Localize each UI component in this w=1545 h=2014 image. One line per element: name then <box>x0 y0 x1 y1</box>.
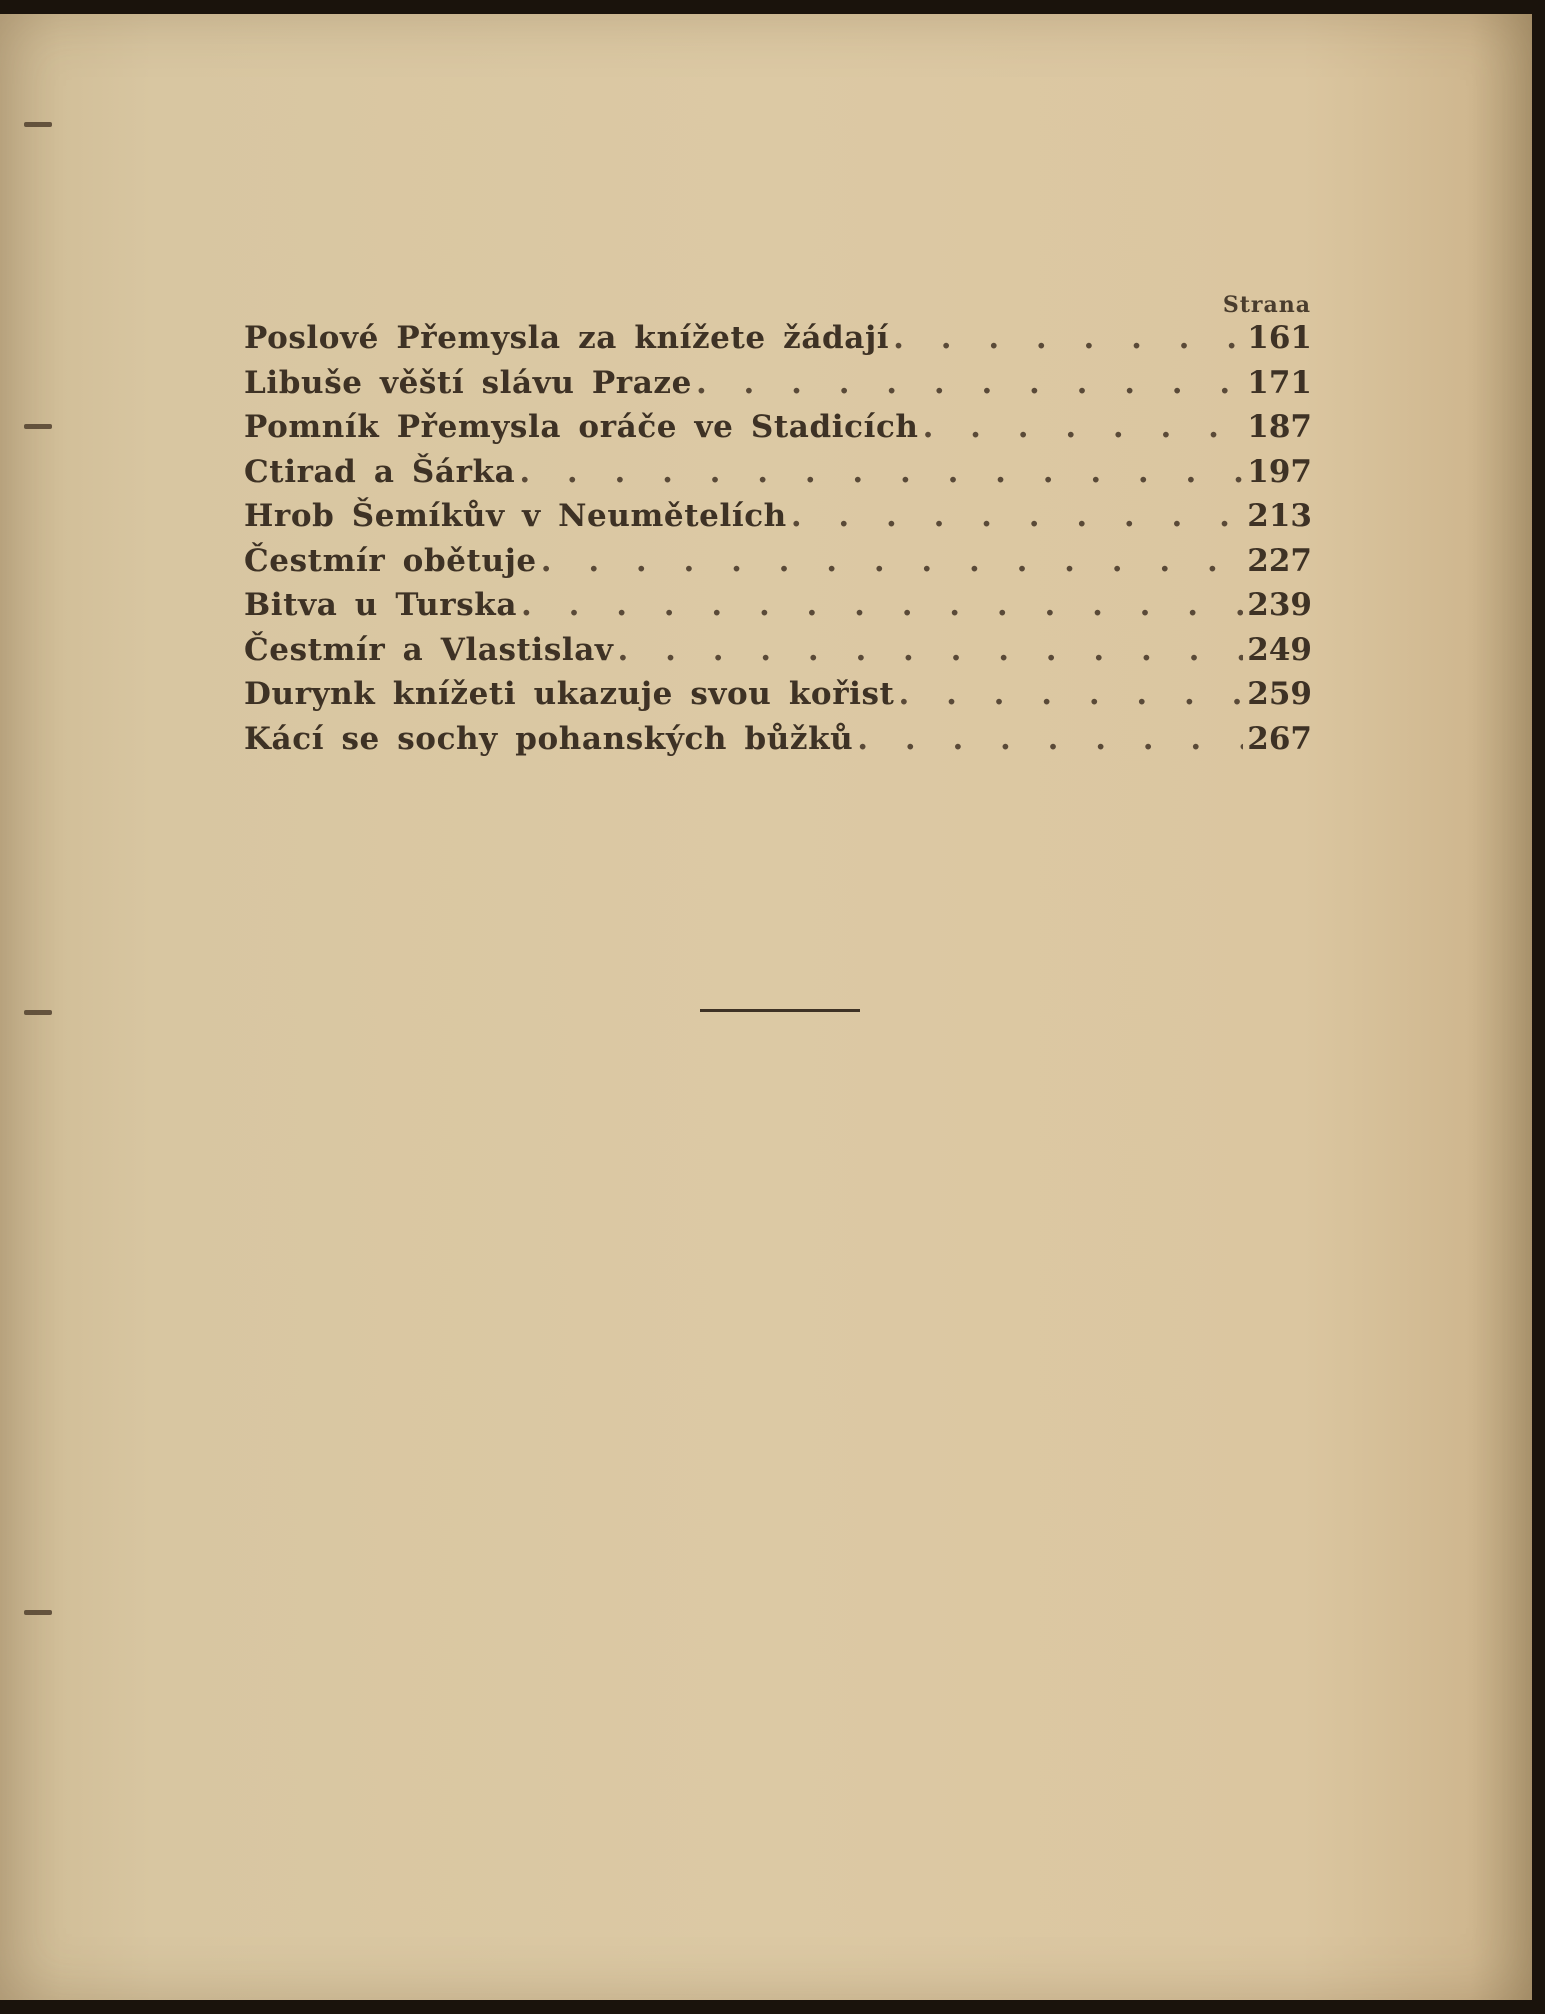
dot-leader <box>519 454 1243 490</box>
toc-entry-title: Čestmír a Vlastislav <box>244 631 614 668</box>
dot-leader <box>791 498 1243 534</box>
toc-entry-page: 259 <box>1247 676 1312 712</box>
toc-entry-title: Kácí se sochy pohanských bůžků <box>244 720 854 757</box>
toc-entry <box>244 320 1312 365</box>
toc-entry-page: 171 <box>1247 364 1312 401</box>
toc-entry-page: 197 <box>1247 453 1312 490</box>
dot-leader <box>696 365 1243 401</box>
dot-leader <box>898 676 1243 712</box>
table-of-contents <box>244 320 1312 765</box>
binding-mark <box>24 424 52 429</box>
section-divider <box>700 1009 860 1012</box>
toc-entry <box>244 498 1312 543</box>
toc-entry-page: 213 <box>1247 498 1312 534</box>
toc-entry <box>244 632 1312 677</box>
toc-entry-title: Libuše věští slávu Praze <box>244 364 692 401</box>
toc-entry-title: Čestmír obětuje <box>244 542 537 579</box>
toc-entry-page: 267 <box>1247 720 1312 757</box>
book-page <box>0 14 1532 2000</box>
toc-entry-title: Ctirad a Šárka <box>244 453 516 490</box>
toc-entry-title: Pomník Přemysla oráče ve Stadicích <box>244 409 919 445</box>
dot-leader <box>618 632 1244 668</box>
toc-entry <box>244 543 1312 588</box>
dot-leader <box>923 409 1244 445</box>
binding-mark <box>24 1610 52 1615</box>
toc-entry-title: Poslové Přemysla za knížete žádají <box>244 320 890 356</box>
binding-mark <box>24 122 52 127</box>
toc-entry-page: 187 <box>1247 409 1312 445</box>
page-column-label: Strana <box>1222 292 1311 318</box>
binding-mark <box>24 1010 52 1015</box>
toc-entry <box>244 365 1312 410</box>
toc-entry <box>244 409 1312 454</box>
toc-entry <box>244 721 1312 766</box>
toc-entry-page: 249 <box>1247 631 1312 668</box>
toc-entry <box>244 454 1312 499</box>
toc-entry-page: 161 <box>1247 320 1312 356</box>
dot-leader <box>857 721 1243 757</box>
dot-leader <box>521 587 1243 623</box>
toc-entry-page: 239 <box>1247 587 1312 623</box>
toc-entry-title: Hrob Šemíkův v Neumětelích <box>244 498 787 534</box>
toc-entry <box>244 676 1312 721</box>
toc-entry-title: Bitva u Turska <box>244 587 518 623</box>
toc-entry-title: Durynk knížeti ukazuje svou kořist <box>244 676 895 712</box>
dot-leader <box>541 543 1244 579</box>
dot-leader <box>893 320 1243 356</box>
toc-entry <box>244 587 1312 632</box>
toc-entry-page: 227 <box>1247 542 1312 579</box>
